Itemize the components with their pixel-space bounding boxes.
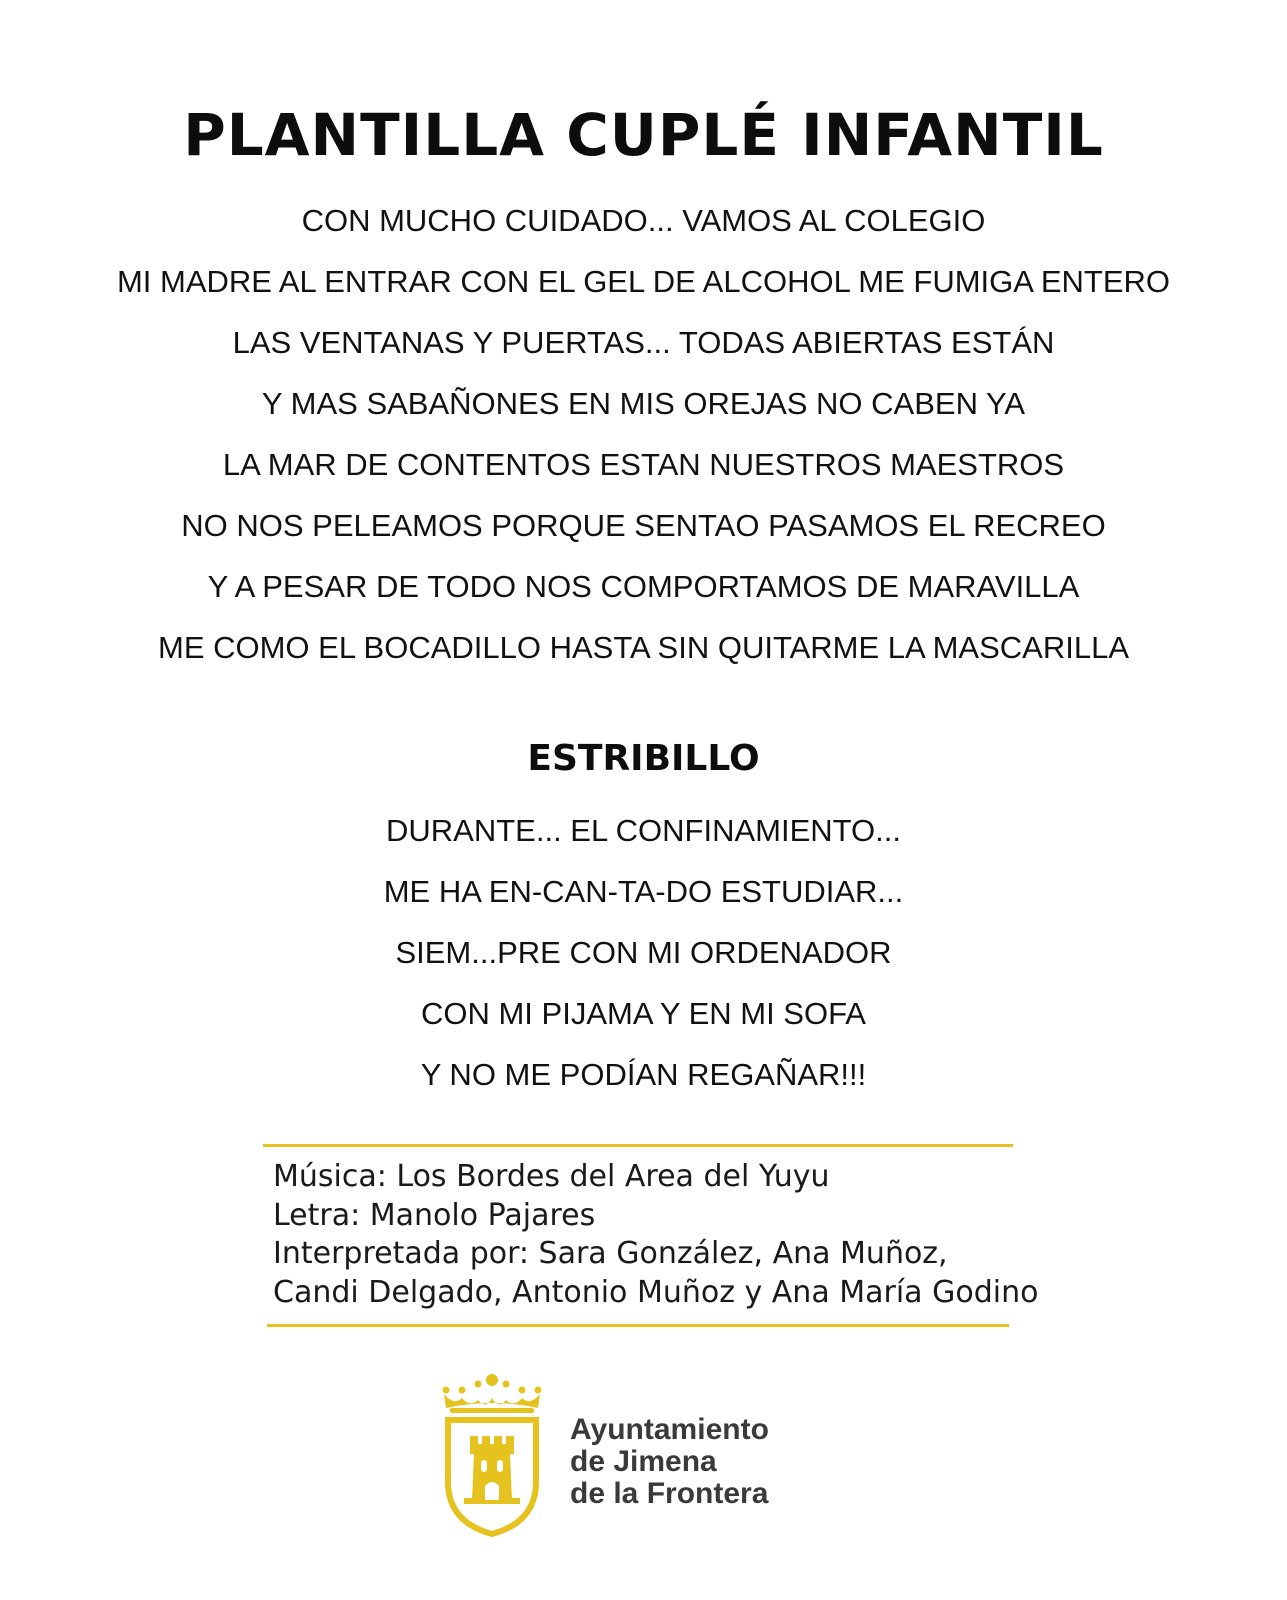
verse-line: LAS VENTANAS Y PUERTAS... TODAS ABIERTAS ESTÁN [232,325,1055,360]
logo-wordmark [570,1414,769,1510]
chorus-line: ME HA EN-CAN-TA-DO ESTUDIAR... [383,874,904,909]
chorus-line: Y NO ME PODÍAN REGAÑAR!!! [420,1057,867,1092]
verse-block [0,190,1287,678]
credits-block [273,1158,1038,1312]
credits-bottom-divider [267,1324,1009,1327]
credit-performers: Interpretada por: Sara González, Ana Muñoz, [273,1236,948,1271]
chorus-block [0,800,1287,1105]
verse-line: CON MUCHO CUIDADO... VAMOS AL COLEGIO [301,203,986,238]
logo-line-ayuntamiento: Ayuntamiento [570,1413,769,1446]
chorus-line: SIEM...PRE CON MI ORDENADOR [395,935,892,970]
logo-line-frontera: de la Frontera [570,1477,769,1510]
credit-lyrics: Letra: Manolo Pajares [273,1197,596,1233]
castle-crown-shield-icon [440,1372,544,1540]
verse-line: Y MAS SABAÑONES EN MIS OREJAS NO CABEN YA [261,386,1026,421]
page-title: PLANTILLA CUPLÉ INFANTIL [183,101,1104,169]
logo-line-jimena: de Jimena [570,1445,717,1478]
verse-line: Y A PESAR DE TODO NOS COMPORTAMOS DE MARAVILLA [207,569,1080,604]
chorus-line: DURANTE... EL CONFINAMIENTO... [386,813,901,848]
credit-performers-continued: Candi Delgado, Antonio Muñoz y Ana María Godino [273,1274,1039,1310]
verse-line: NO NOS PELEAMOS PORQUE SENTAO PASAMOS EL RECREO [181,508,1106,543]
credit-music: Música: Los Bordes del Area del Yuyu [273,1159,830,1194]
verse-line: MI MADRE AL ENTRAR CON EL GEL DE ALCOHOL ME FUMIGA ENTERO [116,264,1171,299]
credits-top-divider [263,1144,1013,1147]
chorus-line: CON MI PIJAMA Y EN MI SOFA [420,996,866,1031]
verse-line: LA MAR DE CONTENTOS ESTAN NUESTROS MAESTROS [222,447,1065,482]
chorus-heading: ESTRIBILLO [527,738,760,779]
verse-line: ME COMO EL BOCADILLO HASTA SIN QUITARME LA MASCARILLA [158,630,1129,665]
